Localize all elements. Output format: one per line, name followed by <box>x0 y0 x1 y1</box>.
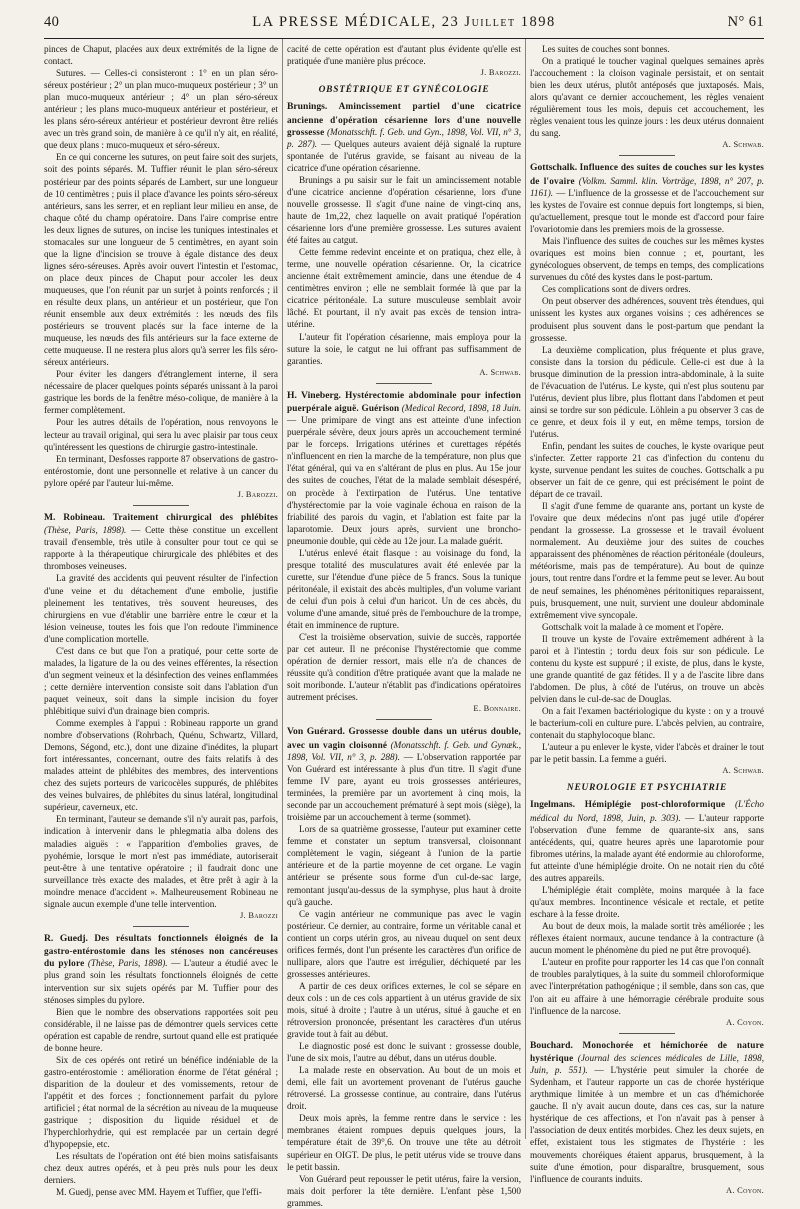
paragraph: Deux mois après, la femme rentre dans le service : les membranes étaient rompues depuis quelques jours, la température était de 39°,6. On trouve une tête au détroit supérieur en OIGT. De plus, le petit utérus vide se trouve dans le petit bassin. <box>287 1113 521 1172</box>
article-bouchard <box>530 1039 764 1195</box>
article-text: — Une primipare de vingt ans est atteinte d'une infection puerpérale sévère, deux jours après un accouchement terminé par le forceps. Irrigations utérines et curettages répétés n'influencent en rien la marche de la température, non plus que l'état général, qui va en s'altérant de plus en plus. Au 15e jour des suites de couches, l'état de la malade semblait désespéré, on procède à l'extirpation de l'utérus. Une tentative d'hystérectomie par la voie vaginale échoua en raison de la friabilité des parois du vagin, et l'ablation est faite par la laparotomie. Deux jours après, survient une broncho-pneumonie double, qui cède au 12e jour. La malade guérit. <box>287 415 521 546</box>
paragraph: Au bout de deux mois, la malade sortit très améliorée ; les réflexes étaient normaux, aucune tendance à la contracture (à aucun moment le phénomène du pied ne put être provoqué). <box>530 921 764 956</box>
paragraph: cacité de cette opération est d'autant plus évidente qu'elle est pratiquée d'une manière plus précoce. <box>287 44 521 67</box>
signature: J. Barozzi. <box>237 489 278 499</box>
paragraph: Comme exemples à l'appui : Robineau rapporte un grand nombre d'observations (Rohrbach, Quénu, Schwartz, Villard, Demons, Ségond, etc.), dont une dizaine d'inédites, la plupart fort intéressantes, concernant, outre des faits relatifs à des malades atteint de phlébites des membres, des interventions chez des sujets porteurs de varicocèles suppurés, de phlébites des veines bulvaires, de phlébites du sinus latéral, longitudinal supérieur, caverneux, etc. <box>44 718 278 813</box>
divider <box>619 155 675 156</box>
article-title: Des résultats fonctionnels éloignés de la gastro-entérostomie dans les sténoses non cancéreuses du pylore <box>44 932 279 969</box>
columns <box>44 39 765 1208</box>
paragraph: Enfin, pendant les suites de couches, le kyste ovarique peut s'infecter. Zetter rapporte 21 cas d'infection du contenu du kyste, survenue pendant les suites de couches. Gottschalk a pu observer un fait de ce genre, qui est précisément le point de départ de ce travail. <box>530 440 764 500</box>
signature: J. Barozzi <box>239 910 278 920</box>
paragraph: Pour éviter les dangers d'étranglement interne, il sera nécessaire de placer quelques points séparés unissant à la paroi gastrique les bords de la fenêtre méso-colique, de manière à la fermer complètement. <box>44 369 278 416</box>
paragraph: On a fait l'examen bactériologique du kyste : on y a trouvé le bacterium-coli en culture pure. L'abcès pelvien, au contraire, contenait du staphylocoque blanc. <box>530 706 764 741</box>
article-author: R. Guedj. <box>44 932 88 944</box>
article-title: Grossesse double dans un utérus double, avec un vagin cloisonné <box>287 726 522 750</box>
paragraph: Les suites de couches sont bonnes. <box>542 44 670 54</box>
paragraph: En ce qui concerne les sutures, on peut faire soit des surjets, soit des points séparés. M. Tuffier réunit le plan séro-séreux postérieur par des points séparés de Lambert, sur une longueur de 10 centimètres ; puis il place d'avance les points séro-séreux antérieurs, sans les serrer, et en repliant leur milieu en anse, de chaque côté du champ opératoire. Dans l'aire comprise entre les deux lignes de sutures, on incise les tuniques intestinales et stomacales sur une longueur de 5 centimètres, en ayant soin que la ligne d'incision se trouve à égale distance des deux lignes séro-séreuses. Après avoir ouvert l'intestin et l'estomac, on place deux pinces de Chaput pour accoler les deux muqueuses, que l'on réunit par un surjet à points renforcés ; il en résulte deux plans, un antérieur et un postérieur, que l'on réunit ensemble aux deux extrémités : les nœuds des fils postérieurs se trouvent placés sur la face interne de la muqueuse, les nœuds des fils antérieurs sur la face externe de cette muqueuse. Il ne restera plus alors qu'à serrer les fils séro-séreux antérieurs. <box>44 152 278 368</box>
article-heading <box>530 1039 764 1185</box>
paragraph: Gottschalk voit la malade à ce moment et l'opère. <box>542 621 724 632</box>
article-gottschalk <box>530 161 764 775</box>
paragraph: Les résultats de l'opération ont été bien moins satisfaisants chez deux autres opérés, et à peu près nuls pour les deux derniers. <box>44 1151 278 1186</box>
paragraph: Il s'agit d'une femme de quarante ans, portant un kyste de l'ovaire que deux médecins n'ont pas jugé utile d'opérer pendant la grossesse. La grossesse et le travail évoluent normalement. Au deuxième jour des suites de couches apparaissent des phénomènes de réaction péritonéale (douleurs, météorisme, mais pas de température). Au bout de quinze jours, tout rentre dans l'ordre et la femme peut se lever. Au bout de neuf semaines, les phénomènes péritonitiques reparaissent, puis, brusquement, une nuit, survient une douleur abdominale extrêmement vive syncopale. <box>530 501 764 620</box>
article-text: — L'auteur a étudié avec le plus grand soin les résultats fonctionnels éloignés de cette intervention sur six sujets opérés par M. Tuffier pour des sténoses simples du pylore. <box>44 958 278 1005</box>
article-reference: (Journal des sciences médicales de Lille, 1898, Juin, p. 551). <box>530 1053 765 1076</box>
paragraph: L'auteur fit l'opération césarienne, mais employa pour la suture la soie, le catgut ne lui offrant pas suffisamment de garanties. <box>287 331 521 366</box>
paragraph: M. Guedj, pense avec MM. Hayem et Tuffier, que l'effi- <box>56 1187 262 1198</box>
article-reference: (L'Écho médical du Nord, 1898, Juin, p. 303). <box>530 799 764 823</box>
article-author: Brunings. <box>287 101 328 113</box>
article-author: H. Vineberg. <box>287 389 341 401</box>
paragraph: C'est la troisième observation, suivie de succès, rapportée par cet auteur. Il ne préconise l'hystérectomie que comme opération de dernier ressort, mais elle n'a de chances de réussite qu'à condition d'être pratiquée avant que la malade ne soit moribonde. L'auteur n'établit pas d'indications opératoires autrement précises. <box>287 632 521 703</box>
article-reference: (Monatsschft. f. Geb. und Gyn., 1898, Vol. VII, n° 3, p. 287). <box>287 126 521 149</box>
page-header <box>44 0 764 39</box>
article-heading <box>287 389 521 547</box>
signature: A. Coyon. <box>726 1017 764 1027</box>
article-ingelmans <box>530 798 764 1026</box>
article-text: — L'observation rapportée par Von Guérard est intéressante à plus d'un titre. Il s'agit d'une femme IV pare, ayant eu trois grossesses antérieures, terminées, la première par un avortement à cinq mois, la seconde par un accouchement prématuré à sept mois (siège), la troisième par un accouchement à terme (sommet). <box>287 751 521 823</box>
article-title: Traitement chirurgical des phlébites <box>112 511 279 522</box>
paragraph: L'auteur a pu enlever le kyste, vider l'abcès et drainer le tout par le petit bassin. La femme a guéri. <box>530 742 764 765</box>
article-heading <box>44 511 278 573</box>
paragraph: Von Guérard peut repousser le petit utérus, faire la version, mais doit perforer la tête dernière. L'enfant pèse 1,500 grammes. <box>287 1173 521 1208</box>
paragraph: pinces de Chaput, placées aux deux extrémités de la ligne de contact. <box>44 44 278 67</box>
paragraph: A partir de ces deux orifices externes, le col se sépare en deux cols : un de ces cols appartient à un utérus gravide de six mois, situé à droite ; l'autre à un utérus, situé à gauche et en rétroversion prononcée, présentant les caractères d'un utérus gravide tout à fait au début. <box>287 980 521 1040</box>
article-text: — Cette thèse constitue un excellent travail d'ensemble, très utile à consulter pour tout ce qui se rapporte à la thérapeutique chirurgicale des phlébites et des thromboses veineuses. <box>44 525 279 572</box>
paragraph: Sutures. — Celles-ci consisteront : 1° en un plan séro-séreux postérieur ; 2° un plan muco-muqueux postérieur ; 3° un plan muco-muqueux antérieur ; 4° un plan séro-séreux antérieur ; les plans muco-muqueux antérieur et postérieur, et les plans séro-séreux antérieur et postérieur devront être reliés avec un très grand soin, de manière à ce qu'il n'y ait, en réalité, que deux plans : muco-muqueux et séro-séreux. <box>44 68 278 151</box>
paragraph: L'hémiplégie était complète, moins marquée à la face qu'aux membres. Incontinence vésicale et rectale, et petite eschare à la fesse droite. <box>530 885 764 920</box>
article-reference: (Volkm. Samml. klin. Vorträge, 1898, n° 207, p. 1161). <box>530 175 764 198</box>
article-reference: (Thèse, Paris, 1898). <box>87 958 168 969</box>
paragraph: Brunings a pu saisir sur le fait un amincissement notable d'une cicatrice ancienne d'opération césarienne, lors d'une nouvelle grossesse. Il s'agit d'une naine de vingt-cinq ans, haute de 1m,22, chez laquelle on avait pratiqué l'opération césarienne lors d'une première grossesse. Les sutures avaient été faites au catgut. <box>287 174 521 246</box>
article-reference: (Thèse, Paris, 1898). <box>44 525 127 536</box>
paragraph: La malade reste en observation. Au bout de un mois et demi, elle fait un avortement provenant de l'utérus gauche rétroversé. La grossesse continue, au contraire, dans l'utérus droit. <box>287 1065 521 1112</box>
article-vineberg <box>287 389 521 714</box>
paragraph: Ces complications sont de divers ordres. <box>542 284 691 295</box>
paragraph: La deuxième complication, plus fréquente et plus grave, consiste dans la torsion du pédicule. Celle-ci est due à la brusque diminution de la pression intra-abdominale, à la suite de l'évacuation de l'utérus. Le kyste, qui n'est plus soutenu par l'utérus, devient plus libre, plus flottant dans l'abdomen et peut ainsi se tordre sur son pédicule. Löhlein a pu observer 3 cas de ce genre, et deux fois il y eut, en même temps, torsion de l'utérus. <box>530 344 764 439</box>
section-heading: OBSTÉTRIQUE ET GYNÉCOLOGIE <box>318 85 490 96</box>
article-heading <box>287 725 521 823</box>
article-title: Amincissement partiel d'une cicatrice ancienne d'opération césarienne lors d'une nouvelle grossesse <box>287 101 521 137</box>
paragraph: Lors de sa quatrième grossesse, l'auteur put examiner cette femme et constater un septum transversal, cloisonnant complètement le vagin, siégeant à l'union de la partie antérieure et de la partie moyenne de cet organe. Le vagin antérieur se présente sous forme d'un cul-de-sac large, remontant jusqu'au-dessus de la symphyse, plus haut à droite qu'à gauche. <box>287 824 521 907</box>
article-author: Von Guérard. <box>287 726 345 738</box>
paragraph: Cette femme redevint enceinte et on pratiqua, chez elle, à terme, une nouvelle opération césarienne. Or, la cicatrice ancienne était extrêmement amincie, dans une étendue de 4 centimètres environ ; elle ne semblait formée là que par la cicatrice péritonéale. La suture musculeuse semblait avoir lâché. Et pourtant, il n'y avait pas excès de tension intra-utérine. <box>287 247 521 330</box>
signature: A. Schwab. <box>722 140 764 150</box>
article-reference: (Medical Record, 1898, 18 Juin. <box>401 403 521 414</box>
article-heading <box>530 161 764 235</box>
divider <box>619 1033 675 1034</box>
article-author: Bouchard. <box>530 1039 573 1051</box>
article-author: M. Robineau. <box>44 511 106 523</box>
article-title: Hémiplégie post-chloroformique <box>584 799 726 810</box>
article-heading <box>44 932 278 1006</box>
issue-number: N° 61 <box>727 14 764 30</box>
article-brunings <box>287 100 521 377</box>
paragraph: C'est dans ce but que l'on a pratiqué, pour cette sorte de malades, la ligature de la ou des veines efférentes, la résection d'un segment veineux et la désinfection des veines enflammées ; cette dernière intervention consiste soit dans l'ablation d'un paquet veineux, soit dans la simple incision du foyer phlébitique suivi d'un drainage bien compris. <box>44 645 278 716</box>
article-guerard <box>287 725 521 1208</box>
signature: A. Schwab. <box>479 367 521 377</box>
article-reference: (Monatsschft. f. Geb. und Gynæk., 1898, Vol. VII, n° 3, p. 288). <box>287 739 521 762</box>
section-heading: NEUROLOGIE ET PSYCHIATRIE <box>566 783 728 794</box>
column-3 <box>530 39 765 1195</box>
article-title: Influence des suites de couches sur les kystes de l'ovaire <box>530 162 764 186</box>
paragraph: Ce vagin antérieur ne communique pas avec le vagin postérieur. Ce dernier, au contraire, forme un véritable canal et contient un corps utérin gros, au niveau duquel on sent deux orifices fermés, dont l'un présente les caractères d'un orifice de nullipare, alors que l'autre est irrégulier, déchiqueté par les grossesses antérieures. <box>287 908 521 979</box>
article-title: Monochorée et hémichorée de nature hystérique <box>530 1039 764 1064</box>
article-author: Gottschalk. <box>530 162 578 174</box>
page-number: 40 <box>44 14 60 30</box>
paragraph: En terminant, Desfosses rapporte 87 observations de gastro-entérostomie, dont une personnelle et relative à un cancer du pylore opéré par l'auteur lui-même. <box>44 453 278 488</box>
article-heading <box>287 100 521 174</box>
paragraph: On peut observer des adhérences, souvent très étendues, qui unissent les kystes aux organes voisins ; ces adhérences se produisent plus souvent dans le post-partum que pendant la grossesse. <box>530 296 764 343</box>
article-guedj <box>44 932 278 1199</box>
signature: A. Schwab. <box>722 766 764 776</box>
paragraph: Pour les autres détails de l'opération, nous renvoyons le lecteur au travail original, qui sera lu avec plaisir par tous ceux qu'intéressent les questions de chirurgie gastro-intestinale. <box>44 417 278 452</box>
divider <box>133 926 189 927</box>
paragraph: En terminant, l'auteur se demande s'il n'y aurait pas, parfois, indication à intervenir dans le phlegmatia alba dolens des maladies aiguës : « l'apparition d'embolies graves, de pyohémie, lorsque le mort n'est pas immédiate, autoriserait peut-être à une tentative opératoire ; il faudrait donc une surveillance très exacte des malades, et être prêt à agir à la moindre menace d'accident ». Malheureusement Robineau ne signale aucun exemple d'une telle intervention. <box>44 814 278 909</box>
article-text: — L'hystérie peut simuler la chorée de Sydenham, et l'auteur rapporte un cas de chorée hystérique arythmique limitée à un membre et un cas d'hémichorée gauche. Il n'y avait aucun doute, dans ces cas, sur la nature hystérique de ces affections, et l'on n'avait pas à penser à l'association de deux entités morbides. Chez les deux sujets, en effet, existaient tous les stigmates de l'hystérie : les mouvements choréiques étaient apparus, brusquement, à la suite d'une émotion, pour disparaître, brusquement, sous l'influence de courants induits. <box>530 1065 764 1184</box>
paragraph: L'utérus enlevé était flasque : au voisinage du fond, la presque totalité des musculatures avait été enlevée par la curette, sur l'étendue d'une pièce de 5 francs. Sous la tunique péritonéale, il existait des abcès multiples, d'un volume variant de celui d'un pois à celui d'un haricot. Un de ces abcès, du volume d'une amande, situé près de l'embouchure de la trompe, était en imminence de rupture. <box>287 547 521 631</box>
article-author: Ingelmans. <box>530 799 576 811</box>
column-2 <box>287 39 522 1208</box>
paragraph: Il trouve un kyste de l'ovaire extrêmement adhérent à la paroi et à l'intestin ; tordu deux fois sur son pédicule. Le contenu du kyste est suppuré ; il existe, de plus, dans le kyste, une grande quantité de gaz fétides. Il y a de l'ascite libre dans l'abdomen. De plus, à côté de l'utérus, on trouve un abcès pelvien dans le cul-de-sac de Douglas. <box>530 633 764 704</box>
article-text: — L'influence de la grossesse et de l'accouchement sur les kystes de l'ovaire est connue depuis fort longtemps, si bien, qu'actuellement, presque tout le monde est d'accord pour faire l'ovariotomie dans les premiers mois de la grossesse. <box>530 187 765 235</box>
divider <box>133 505 189 506</box>
signature: E. Bonnaire. <box>473 704 521 714</box>
paragraph: La gravité des accidents qui peuvent résulter de l'infection d'une veine et du détachement d'une embolie, justifie pleinement les tentatives, très souvent heureuses, des chirurgiens en vue d'établir une barrière entre le cœur et la lésion veineuse, toutes les fois que l'on redoute l'imminence d'une complication mortelle. <box>44 573 278 644</box>
paragraph: On a pratiqué le toucher vaginal quelques semaines après l'accouchement : la cloison vaginale persistait, et on sentait bien les deux utérus, plutôt antéposés que juxtaposés. Mais, alors qu'avant ce dernier accouchement, les règles venaient régulièrement tous les mois, depuis cet accouchement, les règles venaient tous les quinze jours : les deux utérus donnaient du sang. <box>530 56 764 139</box>
divider <box>376 383 432 384</box>
article-heading <box>530 798 764 884</box>
column-1 <box>44 39 279 1198</box>
article-robineau <box>44 511 278 920</box>
journal-title: LA PRESSE MÉDICALE, 23 Juillet 1898 <box>252 14 556 30</box>
signature: A. Coyon. <box>726 1185 764 1195</box>
paragraph: Le diagnostic posé est donc le suivant : grossesse double, l'une de six mois, l'autre au début, dans un utérus double. <box>287 1041 521 1064</box>
article-text: — Quelques auteurs avaient déjà signalé la rupture spontanée de l'utérus gravide, se faisant au niveau de la cicatrice d'une opération césarienne. <box>287 138 522 173</box>
article-text: — L'auteur rapporte l'observation d'une femme de quarante-six ans, sans antécédents, qui, quatre heures après une laparotomie pour fibromes utérins, la malade ayant été endormie au chloroforme, fut atteinte d'une hémiplégie droite. On ne notait rien du côté des autres appareils. <box>530 812 764 884</box>
paragraph: L'auteur en profite pour rapporter les 14 cas que l'on connaît de troubles paralytiques, à la suite du sommeil chloroformique avec l'interprétation pathogénique ; il semble, dans son cas, que l'on ait eu affaire à une hémorragie cérébrale produite sous l'influence de la narcose. <box>530 957 764 1016</box>
paragraph: Six de ces opérés ont retiré un bénéfice indéniable de la gastro-entérostomie : amélioration énorme de l'état général ; disparition de la douleur et des vomissements, retour de l'appétit et des forces ; fonctionnement parfait du pylore artificiel ; état normal de la sécrétion au niveau de la muqueuse gastrique ; disposition du liquide résiduel et de l'hyperchlorhydrie, qui est remplacée par un certain degré d'hypopepsie, etc. <box>44 1054 278 1150</box>
signature: J. Barozzi. <box>480 68 521 78</box>
divider <box>376 719 432 720</box>
paragraph: Bien que le nombre des observations rapportées soit peu considérable, il ne laisse pas de démontrer quels services cette opération est capable de rendre, surtout quand elle est pratiquée de bonne heure. <box>44 1006 278 1053</box>
paragraph: Mais l'influence des suites de couches sur les mêmes kystes ovariques est moins bien connue ; et, pourtant, les gynécologues observent, de temps en temps, des complications survenues du côté des kystes dans le post-partum. <box>530 236 764 283</box>
article-title: Hystérectomie abdominale pour infection puerpérale aiguë. Guérison <box>287 389 522 414</box>
